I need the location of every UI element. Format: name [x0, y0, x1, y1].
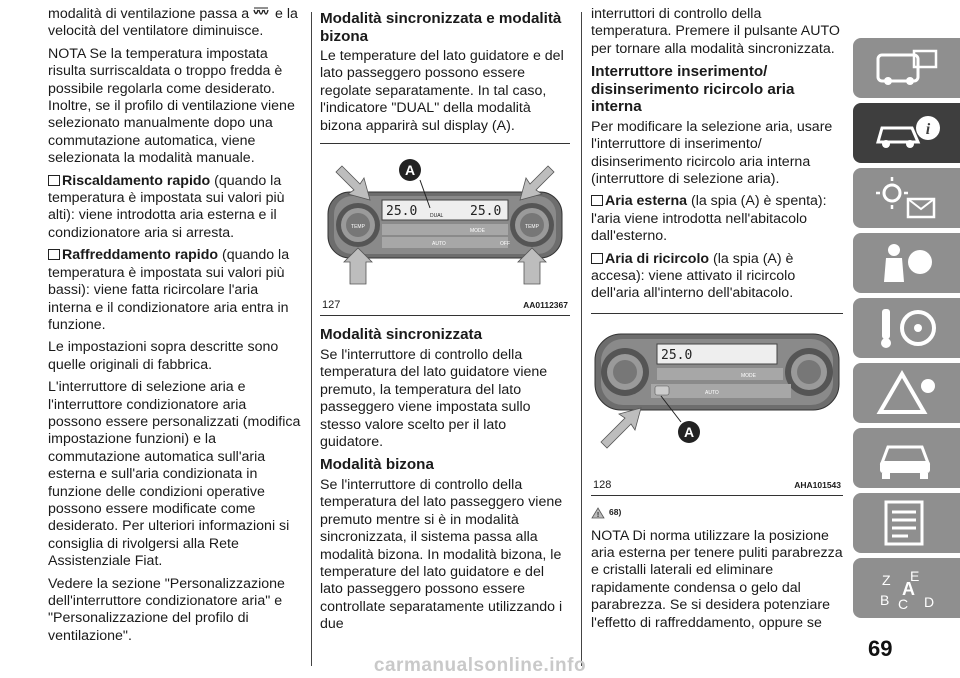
list-item: [48, 173, 302, 243]
tab-emergency[interactable]: [853, 363, 960, 423]
left-temp-readout: 25.0: [386, 204, 418, 220]
dual-indicator: DUAL: [430, 213, 444, 220]
recirculation-button: [655, 386, 669, 395]
note-paragraph: NOTA Di norma utilizzare la posizione aria esterna per tenere puliti parabrezza e cristalli laterali ed eliminare rapidamente condensa o gelo dal parabrezza. Se si desidera potenziare l'effetto di raffreddamento, oppure se: [591, 527, 843, 631]
auto-button-label: AUTO: [432, 241, 446, 248]
list-item: [591, 251, 843, 303]
alphabetical-index-icon: [872, 563, 942, 613]
note-paragraph: NOTA Se la temperatura impostata risulta surriscaldata o troppo fredda è possibile regolarla come desiderato. Inoltre, se il profilo di ventilazione viene selezionato manualmente dopo una commutazione automatica, viene selezionata la modalità manuale.: [48, 45, 295, 167]
page-number: 69: [868, 636, 893, 661]
warning-reference: [591, 504, 843, 521]
svg-text:i: i: [925, 121, 930, 138]
figure-127: [320, 143, 570, 316]
item-title: Aria esterna: [605, 193, 688, 210]
warning-triangle-icon: [591, 507, 605, 519]
item-title: Riscaldamento rapido: [62, 172, 211, 189]
svg-text:!: !: [596, 511, 600, 519]
airbag-icon: [872, 238, 942, 288]
figure-number: 127: [322, 299, 341, 312]
column-divider: [581, 12, 582, 666]
off-button-label: OFF: [500, 241, 510, 248]
section-heading: Interruttore inserimento/ disinserimento ricircolo aria interna: [591, 63, 795, 116]
text: e la velocità del ventilatore diminuisce.: [48, 6, 298, 40]
text: modalità di ventilazione passa a: [48, 6, 250, 22]
car-front-icon: [872, 433, 942, 483]
recirculation-panel-illustration: [591, 314, 843, 474]
svg-text:Z: Z: [881, 572, 891, 588]
checkbox-bullet-icon: [48, 175, 60, 186]
tab-key-steering[interactable]: [853, 298, 960, 358]
list-item: [48, 247, 302, 334]
paragraph: Per modificare la selezione aria, usare l'interruttore di inserimento/ disinserimento ricircolo aria interna (interruttore di selezione aria).: [591, 118, 833, 187]
callout-a: A: [404, 162, 416, 179]
paragraph: Se l'interruttore di controllo della temperatura del lato passeggero viene premuto mentre si è in modalità sincronizzata, il sistema passa alla modalità bizona. In modalità bizona, le temperature del lato guidatore e del lato passeggero possono essere controllate separatamente utilizzando i due: [320, 476, 563, 633]
figure-caption: [591, 479, 843, 496]
car-info-icon: [872, 108, 942, 158]
tab-index[interactable]: [853, 558, 960, 618]
section-heading: Modalità sincronizzata: [320, 326, 483, 344]
item-text: (quando la temperatura è impostata sui valori più alti): viene introdotta aria esterna e il condizionatore aria si arresta.: [48, 172, 285, 241]
temp-label-right: TEMP: [525, 224, 539, 231]
text-column-1: [48, 6, 302, 650]
warning-ref-number: 68): [609, 507, 622, 518]
item-title: Raffreddamento rapido: [62, 247, 219, 264]
document-list-icon: [872, 498, 942, 548]
text-column-2: [320, 6, 570, 639]
tab-car-info[interactable]: [853, 103, 960, 163]
key-steering-icon: [872, 303, 942, 353]
paragraph: L'interruttore di selezione aria e l'interruttore condizionatore aria possono essere personalizzati (modifica impostazione funzioni) e la commutazione automatica sull'aria esterna e sull'aria condizionata in funzione delle condizioni operative possono essere modificate come desiderato. Per ulteriori informazioni si consiglia di rivolgersi alla Rete Assistenziale Fiat.: [48, 379, 301, 570]
mode-button-label: MODE: [741, 372, 756, 379]
mode-button-label: MODE: [470, 228, 485, 235]
column-divider: [311, 12, 312, 666]
paragraph: Se l'interruttore di controllo della temperatura del lato guidatore viene premuto, la temperatura del lato passeggero viene impostata sullo stesso valore scelto per il lato guidatore.: [320, 346, 548, 450]
item-title: Aria di ricircolo: [605, 250, 710, 267]
paragraph: interruttori di controllo della temperatura. Premere il pulsante AUTO per tornare alla modalità sincronizzata.: [591, 6, 840, 57]
paragraph: Le impostazioni sopra descritte sono quelle originali di fabbrica.: [48, 339, 279, 373]
watermark: carmanualsonline.info: [373, 655, 587, 676]
list-item: [591, 193, 843, 245]
item-text: (quando la temperatura è impostata sui valori più bassi): viene fatta ricircolare l'aria interna e il condizionatore aria entra in funzione.: [48, 247, 290, 333]
checkbox-bullet-icon: [48, 249, 60, 260]
checkbox-bullet-icon: [591, 195, 603, 206]
section-heading: Modalità sincronizzata e modalità bizona: [320, 10, 562, 45]
warning-triangle-icon: [872, 368, 942, 418]
car-dashboard-icon: [872, 43, 942, 93]
paragraph: Le temperature del lato guidatore e del lato passeggero possono essere regolate separatamente. In tal caso, l'indicatore "DUAL" della modalità bizona apparirà sul display (A).: [320, 48, 564, 134]
climate-panel-illustration: [320, 144, 570, 294]
figure-number: 128: [593, 479, 612, 492]
figure-caption: [320, 299, 570, 316]
fan-speed-icon: [253, 7, 271, 19]
figure-code: AHA101543: [794, 480, 841, 491]
right-temp-readout: 25.0: [470, 204, 502, 220]
svg-text:B: B: [879, 592, 889, 608]
temp-label-left: TEMP: [351, 224, 365, 231]
tab-airbag[interactable]: [853, 233, 960, 293]
svg-text:E: E: [909, 568, 919, 584]
item-text: (la spia (A) è spenta): l'aria viene introdotta nell'abitacolo dall'esterno.: [591, 193, 827, 245]
checkbox-bullet-icon: [591, 253, 603, 264]
tab-technical-data[interactable]: [853, 493, 960, 553]
temp-readout: 25.0: [661, 347, 693, 363]
tab-dashboard[interactable]: [853, 38, 960, 98]
paragraph: [48, 6, 302, 41]
callout-a: A: [683, 423, 695, 440]
item-text: (la spia (A) è accesa): viene attivato il ricircolo dell'aria all'interno dell'abitacolo.: [591, 250, 796, 302]
svg-text:D: D: [923, 594, 934, 610]
section-heading: Modalità bizona: [320, 456, 434, 474]
svg-text:A: A: [901, 579, 915, 599]
paragraph: Vedere la sezione "Personalizzazione dell'interruttore condizionatore aria" e "Personalizzazione del profilo di ventilazione".: [48, 575, 285, 644]
figure-128: [591, 313, 843, 496]
auto-button-label: AUTO: [705, 389, 719, 396]
tab-maintenance[interactable]: [853, 428, 960, 488]
warning-light-icon: [872, 173, 942, 223]
tab-warning-lights[interactable]: [853, 168, 960, 228]
svg-text:C: C: [897, 596, 908, 612]
figure-code: AA0112367: [523, 300, 568, 311]
text-column-3: [591, 6, 843, 637]
